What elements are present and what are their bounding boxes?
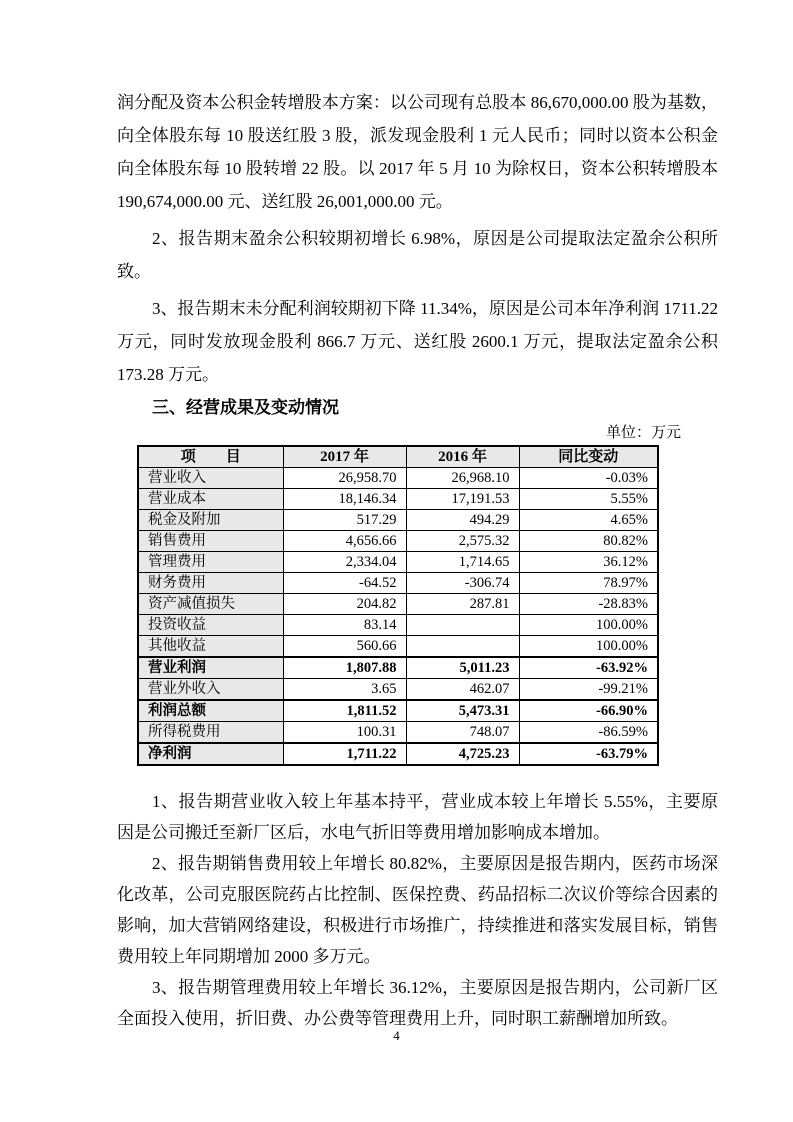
value-2016: 494.29 (406, 510, 519, 531)
value-2017: 204.82 (283, 594, 406, 615)
paragraph-revenue-analysis: 1、报告期营业收入较上年基本持平，营业成本较上年增长 5.55%，主要原因是公司搬迁至新厂区后，水电气折旧等费用增加影响成本增加。 (117, 792, 718, 842)
value-2016 (406, 636, 519, 658)
value-change: 100.00% (519, 615, 658, 636)
row-label: 管理费用 (138, 552, 283, 573)
value-2017: 83.14 (283, 615, 406, 636)
value-2016: 748.07 (406, 722, 519, 744)
paragraph-profit-distribution: 润分配及资本公积金转增股本方案：以公司现有总股本 86,670,000.00 股为基数，向全体股东每 10 股送红股 3 股，派发现金股利 1 元人民币；同时以资本公积金向全体股东每 10 股转增 22 股。以 2017 年 5 月 10 为除权日，资本公积转增股本 190,674,000.00 元、送红股 26,001,000.00 元。 (117, 93, 718, 211)
table-row (138, 594, 658, 615)
page-content (117, 86, 718, 1034)
table-row (138, 531, 658, 552)
value-2016: 287.81 (406, 594, 519, 615)
row-label: 利润总额 (138, 700, 283, 722)
table-row (138, 489, 658, 510)
row-label: 所得税费用 (138, 722, 283, 744)
value-2016 (406, 615, 519, 636)
table-row (138, 636, 658, 658)
value-change: 36.12% (519, 552, 658, 573)
value-2017: 3.65 (283, 679, 406, 701)
value-2017: -64.52 (283, 573, 406, 594)
paragraph-admin-expense-analysis: 3、报告期管理费用较上年增长 36.12%，主要原因是报告期内，公司新厂区全面投入使用，折旧费、办公费等管理费用上升，同时职工薪酬增加所致。 (117, 978, 718, 1028)
table-row (138, 510, 658, 531)
header-change: 同比变动 (519, 446, 658, 468)
value-change: -63.79% (519, 743, 658, 765)
value-2017: 4,656.66 (283, 531, 406, 552)
value-2016: 26,968.10 (406, 468, 519, 489)
value-2017: 1,711.22 (283, 743, 406, 765)
analysis-section (117, 786, 718, 1034)
table-row (138, 615, 658, 636)
row-label: 净利润 (138, 743, 283, 765)
operating-results-table (137, 445, 659, 766)
value-2016: 462.07 (406, 679, 519, 701)
value-2017: 26,958.70 (283, 468, 406, 489)
value-change: -63.92% (519, 657, 658, 679)
unit-note: 单位：万元 (605, 425, 681, 441)
row-label: 投资收益 (138, 615, 283, 636)
paragraph-selling-expense-analysis: 2、报告期销售费用较上年增长 80.82%，主要原因是报告期内，医药市场深化改革，公司克服医院药占比控制、医保控费、药品招标二次议价等综合因素的影响，加大营销网络建设，积极进行市场推广，持续推进和落实发展目标，销售费用较上年同期增加 2000 多万元。 (117, 854, 718, 966)
value-2016: 1,714.65 (406, 552, 519, 573)
row-label: 其他收益 (138, 636, 283, 658)
table-row (138, 573, 658, 594)
value-2016: -306.74 (406, 573, 519, 594)
table-row (138, 468, 658, 489)
value-change: 100.00% (519, 636, 658, 658)
value-2017: 1,807.88 (283, 657, 406, 679)
value-2017: 517.29 (283, 510, 406, 531)
value-change: 4.65% (519, 510, 658, 531)
value-2017: 560.66 (283, 636, 406, 658)
row-label: 税金及附加 (138, 510, 283, 531)
page-number: 4 (393, 1028, 400, 1043)
table-header-row (138, 446, 658, 468)
row-label: 营业成本 (138, 489, 283, 510)
value-2017: 2,334.04 (283, 552, 406, 573)
value-2016: 4,725.23 (406, 743, 519, 765)
row-label: 销售费用 (138, 531, 283, 552)
paragraph-undistributed-profit: 3、报告期末未分配利润较期初下降 11.34%，原因是公司本年净利润 1711.22 万元，同时发放现金股利 866.7 万元、送红股 2600.1 万元，提取法定盈余公积 173.28 万元。 (117, 299, 718, 384)
row-label: 营业收入 (138, 468, 283, 489)
value-change: 5.55% (519, 489, 658, 510)
row-label: 营业利润 (138, 657, 283, 679)
value-change: 78.97% (519, 573, 658, 594)
value-2016: 17,191.53 (406, 489, 519, 510)
value-2016: 5,011.23 (406, 657, 519, 679)
paragraph-surplus-reserve: 2、报告期末盈余公积较期初增长 6.98%，原因是公司提取法定盈余公积所致。 (117, 229, 718, 281)
value-2017: 1,811.52 (283, 700, 406, 722)
row-label: 资产减值损失 (138, 594, 283, 615)
value-change: -28.83% (519, 594, 658, 615)
table-row-net-profit (138, 743, 658, 765)
header-2017: 2017 年 (283, 446, 406, 468)
table-row (138, 679, 658, 701)
value-change: -99.21% (519, 679, 658, 701)
row-label: 营业外收入 (138, 679, 283, 701)
header-2016: 2016 年 (406, 446, 519, 468)
value-change: -86.59% (519, 722, 658, 744)
value-change: -0.03% (519, 468, 658, 489)
section-heading-operating-results: 三、经营成果及变动情况 (152, 398, 339, 417)
value-2017: 18,146.34 (283, 489, 406, 510)
header-item: 项 目 (138, 446, 283, 468)
row-label: 财务费用 (138, 573, 283, 594)
table-row-total-profit (138, 700, 658, 722)
value-2017: 100.31 (283, 722, 406, 744)
value-change: 80.82% (519, 531, 658, 552)
value-2016: 2,575.32 (406, 531, 519, 552)
table-row (138, 552, 658, 573)
value-2016: 5,473.31 (406, 700, 519, 722)
table-row-operating-profit (138, 657, 658, 679)
value-change: -66.90% (519, 700, 658, 722)
table-row (138, 722, 658, 744)
